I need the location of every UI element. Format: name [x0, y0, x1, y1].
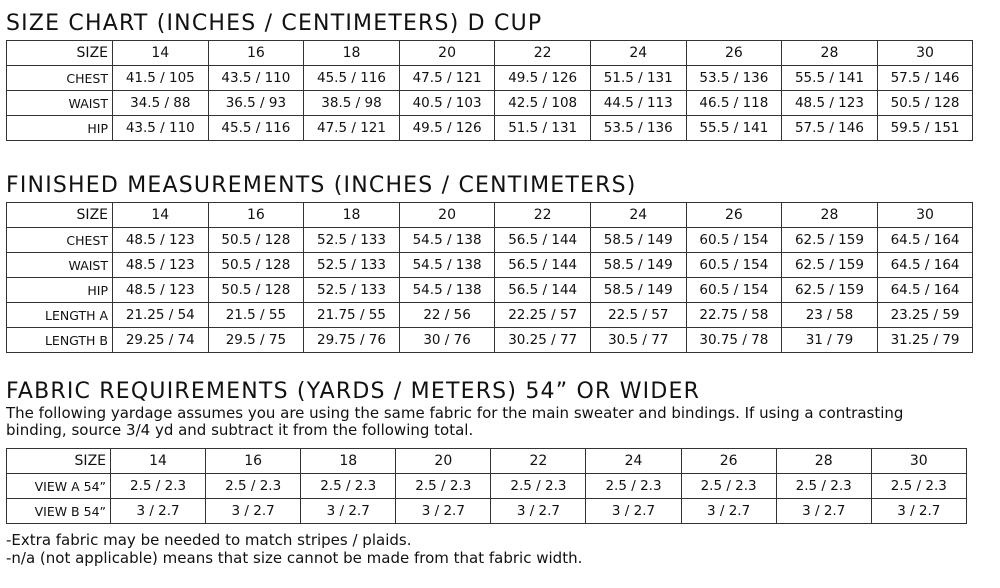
size-header: 24 [590, 203, 686, 228]
table-cell: 44.5 / 113 [590, 91, 686, 116]
table-cell: 50.5 / 128 [208, 278, 304, 303]
fabric-notes [6, 531, 582, 567]
table-row [7, 116, 973, 141]
table-cell: 2.5 / 2.3 [301, 474, 396, 499]
finished-measurements-header-row [7, 203, 973, 228]
table-cell: 29.75 / 76 [304, 328, 400, 353]
size-header: 20 [399, 203, 495, 228]
table-cell: 45.5 / 116 [208, 116, 304, 141]
size-header: 26 [681, 449, 776, 474]
size-header: 22 [495, 203, 591, 228]
table-cell: 64.5 / 164 [877, 253, 973, 278]
size-header: 22 [495, 41, 591, 66]
table-cell: 3 / 2.7 [776, 499, 871, 524]
fabric-requirements-table [6, 448, 967, 524]
row-label: SIZE [7, 41, 113, 66]
table-cell: 58.5 / 149 [590, 278, 686, 303]
table-cell: 57.5 / 146 [877, 66, 973, 91]
table-cell: 43.5 / 110 [113, 116, 209, 141]
table-cell: 2.5 / 2.3 [396, 474, 491, 499]
table-cell: 64.5 / 164 [877, 228, 973, 253]
table-cell: 56.5 / 144 [495, 278, 591, 303]
table-cell: 31.25 / 79 [877, 328, 973, 353]
table-cell: 21.75 / 55 [304, 303, 400, 328]
row-label: WAIST [7, 91, 113, 116]
size-chart-header-row [7, 41, 973, 66]
table-cell: 60.5 / 154 [686, 228, 782, 253]
table-cell: 50.5 / 128 [208, 228, 304, 253]
table-cell: 3 / 2.7 [396, 499, 491, 524]
size-chart-title: SIZE CHART (INCHES / CENTIMETERS) D CUP [6, 11, 543, 36]
table-cell: 38.5 / 98 [304, 91, 400, 116]
row-label: VIEW A 54” [7, 474, 111, 499]
table-cell: 48.5 / 123 [113, 228, 209, 253]
size-header: 30 [877, 203, 973, 228]
finished-measurements-title: FINISHED MEASUREMENTS (INCHES / CENTIMETERS) [6, 173, 637, 198]
size-header: 22 [491, 449, 586, 474]
note-text: -Extra fabric may be needed to match stripes / plaids. [6, 531, 412, 549]
table-cell: 64.5 / 164 [877, 278, 973, 303]
table-cell: 29.25 / 74 [113, 328, 209, 353]
row-label: CHEST [7, 66, 113, 91]
size-header: 16 [208, 41, 304, 66]
size-header: 26 [686, 203, 782, 228]
table-cell: 2.5 / 2.3 [681, 474, 776, 499]
table-cell: 47.5 / 121 [399, 66, 495, 91]
table-cell: 2.5 / 2.3 [776, 474, 871, 499]
table-cell: 22.5 / 57 [590, 303, 686, 328]
table-cell: 23.25 / 59 [877, 303, 973, 328]
size-header: 14 [111, 449, 206, 474]
table-cell: 57.5 / 146 [782, 116, 878, 141]
table-cell: 30.75 / 78 [686, 328, 782, 353]
table-cell: 31 / 79 [782, 328, 878, 353]
row-label: SIZE [7, 203, 113, 228]
size-header: 26 [686, 41, 782, 66]
table-cell: 59.5 / 151 [877, 116, 973, 141]
table-cell: 36.5 / 93 [208, 91, 304, 116]
table-row [7, 499, 967, 524]
row-label: LENGTH B [7, 328, 113, 353]
table-cell: 2.5 / 2.3 [586, 474, 681, 499]
table-cell: 49.5 / 126 [399, 116, 495, 141]
table-row [7, 303, 973, 328]
table-cell: 29.5 / 75 [208, 328, 304, 353]
table-cell: 58.5 / 149 [590, 253, 686, 278]
table-cell: 55.5 / 141 [686, 116, 782, 141]
table-cell: 50.5 / 128 [877, 91, 973, 116]
table-cell: 22.25 / 57 [495, 303, 591, 328]
table-cell: 34.5 / 88 [113, 91, 209, 116]
row-label: LENGTH A [7, 303, 113, 328]
table-cell: 46.5 / 118 [686, 91, 782, 116]
row-label: HIP [7, 116, 113, 141]
size-header: 28 [782, 203, 878, 228]
table-cell: 51.5 / 131 [590, 66, 686, 91]
table-cell: 58.5 / 149 [590, 228, 686, 253]
table-cell: 56.5 / 144 [495, 228, 591, 253]
table-cell: 3 / 2.7 [206, 499, 301, 524]
table-cell: 54.5 / 138 [399, 253, 495, 278]
size-header: 28 [776, 449, 871, 474]
table-cell: 3 / 2.7 [871, 499, 966, 524]
table-cell: 3 / 2.7 [111, 499, 206, 524]
size-header: 14 [113, 203, 209, 228]
row-label: VIEW B 54” [7, 499, 111, 524]
size-header: 28 [782, 41, 878, 66]
size-header: 18 [304, 203, 400, 228]
table-cell: 50.5 / 128 [208, 253, 304, 278]
table-row [7, 228, 973, 253]
size-header: 16 [206, 449, 301, 474]
size-header: 30 [871, 449, 966, 474]
fabric-requirements-description: The following yardage assumes you are using the same fabric for the main sweater and bindings. If using a contrasting binding, source 3/4 yd and subtract it from the following total. [6, 404, 904, 439]
table-cell: 52.5 / 133 [304, 228, 400, 253]
table-cell: 52.5 / 133 [304, 278, 400, 303]
table-cell: 54.5 / 138 [399, 228, 495, 253]
table-cell: 54.5 / 138 [399, 278, 495, 303]
row-label: CHEST [7, 228, 113, 253]
size-header: 16 [208, 203, 304, 228]
table-row [7, 253, 973, 278]
table-cell: 62.5 / 159 [782, 228, 878, 253]
table-cell: 2.5 / 2.3 [111, 474, 206, 499]
fabric-requirements-header-row [7, 449, 967, 474]
table-cell: 2.5 / 2.3 [871, 474, 966, 499]
table-cell: 3 / 2.7 [586, 499, 681, 524]
table-cell: 30 / 76 [399, 328, 495, 353]
table-row [7, 474, 967, 499]
table-row [7, 66, 973, 91]
table-cell: 48.5 / 123 [782, 91, 878, 116]
size-header: 24 [586, 449, 681, 474]
table-cell: 62.5 / 159 [782, 253, 878, 278]
table-cell: 42.5 / 108 [495, 91, 591, 116]
table-cell: 60.5 / 154 [686, 253, 782, 278]
table-cell: 53.5 / 136 [590, 116, 686, 141]
finished-measurements-table [6, 202, 973, 353]
table-cell: 2.5 / 2.3 [206, 474, 301, 499]
size-header: 18 [301, 449, 396, 474]
size-header: 18 [304, 41, 400, 66]
table-cell: 41.5 / 105 [113, 66, 209, 91]
table-cell: 22 / 56 [399, 303, 495, 328]
size-header: 30 [877, 41, 973, 66]
table-cell: 52.5 / 133 [304, 253, 400, 278]
size-header: 20 [396, 449, 491, 474]
size-header: 14 [113, 41, 209, 66]
table-cell: 48.5 / 123 [113, 278, 209, 303]
table-cell: 22.75 / 58 [686, 303, 782, 328]
table-cell: 3 / 2.7 [301, 499, 396, 524]
row-label: HIP [7, 278, 113, 303]
table-cell: 23 / 58 [782, 303, 878, 328]
note-text: -n/a (not applicable) means that size cannot be made from that fabric width. [6, 549, 583, 567]
size-chart-table [6, 40, 973, 141]
table-cell: 43.5 / 110 [208, 66, 304, 91]
size-header: 24 [590, 41, 686, 66]
row-label: WAIST [7, 253, 113, 278]
table-cell: 30.5 / 77 [590, 328, 686, 353]
table-cell: 47.5 / 121 [304, 116, 400, 141]
table-cell: 45.5 / 116 [304, 66, 400, 91]
row-label: SIZE [7, 449, 111, 474]
table-row [7, 278, 973, 303]
table-row [7, 328, 973, 353]
table-cell: 21.25 / 54 [113, 303, 209, 328]
table-row [7, 91, 973, 116]
table-cell: 60.5 / 154 [686, 278, 782, 303]
table-cell: 49.5 / 126 [495, 66, 591, 91]
table-cell: 30.25 / 77 [495, 328, 591, 353]
table-cell: 3 / 2.7 [491, 499, 586, 524]
table-cell: 56.5 / 144 [495, 253, 591, 278]
table-cell: 51.5 / 131 [495, 116, 591, 141]
table-cell: 21.5 / 55 [208, 303, 304, 328]
table-cell: 55.5 / 141 [782, 66, 878, 91]
size-header: 20 [399, 41, 495, 66]
table-cell: 62.5 / 159 [782, 278, 878, 303]
table-cell: 53.5 / 136 [686, 66, 782, 91]
table-cell: 40.5 / 103 [399, 91, 495, 116]
table-cell: 2.5 / 2.3 [491, 474, 586, 499]
fabric-requirements-title: FABRIC REQUIREMENTS (YARDS / METERS) 54” OR WIDER [6, 379, 701, 404]
table-cell: 3 / 2.7 [681, 499, 776, 524]
table-cell: 48.5 / 123 [113, 253, 209, 278]
